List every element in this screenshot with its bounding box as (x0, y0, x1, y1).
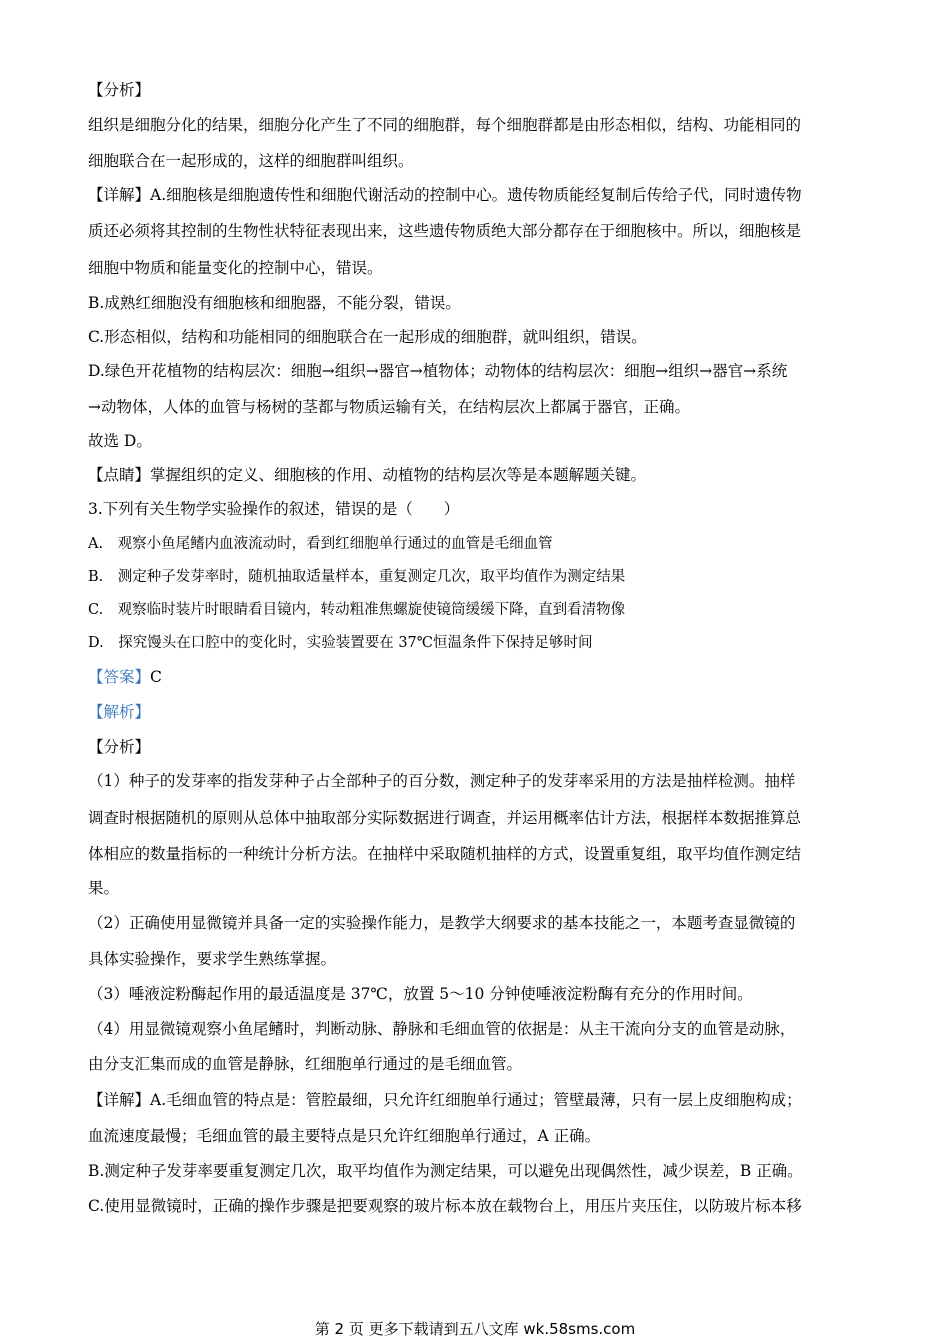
option-d: D. 探究馒头在口腔中的变化时，实验装置要在 37℃恒温条件下保持足够时间 (88, 635, 593, 651)
paragraph-line: 细胞中物质和能量变化的控制中心，错误。 (88, 259, 383, 277)
section-heading-analysis: 【分析】 (88, 81, 151, 99)
paragraph-line: 具体实验操作，要求学生熟练掌握。 (88, 950, 337, 968)
paragraph-line: B.成熟红细胞没有细胞核和细胞器，不能分裂，错误。 (88, 294, 461, 312)
question-stem: 3.下列有关生物学实验操作的叙述，错误的是（ ） (88, 500, 460, 518)
answer-label: 【答案】 (88, 668, 151, 686)
paragraph-line: 质还必须将其控制的生物性状特征表现出来，这些遗传物质绝大部分都存在于细胞核中。所以，细胞核是 (88, 222, 802, 240)
paragraph-line: 体相应的数量指标的一种统计分析方法。在抽样中采取随机抽样的方式，设置重复组，取平均值作测定结 (88, 845, 802, 863)
paragraph-line: （4）用显微镜观察小鱼尾鳍时，判断动脉、静脉和毛细血管的依据是：从主干流向分支的血管是动脉， (88, 1020, 796, 1038)
paragraph-line: 组织是细胞分化的结果，细胞分化产生了不同的细胞群，每个细胞群都是由形态相似，结构、功能相同的 (88, 116, 802, 134)
option-c: C. 观察临时装片时眼睛看目镜内，转动粗准焦螺旋使镜筒缓缓下降，直到看清物像 (88, 602, 626, 618)
page-footer: 第 2 页 更多下载请到五八文库 wk.58sms.com (314, 1320, 636, 1338)
paragraph-line: 【详解】A.细胞核是细胞遗传性和细胞代谢活动的控制中心。遗传物质能经复制后传给子代，同时遗传物 (88, 186, 802, 204)
paragraph-line: C.使用显微镜时，正确的操作步骤是把要观察的玻片标本放在载物台上，用压片夹压住，以防玻片标本移 (88, 1197, 802, 1215)
answer-line (88, 667, 162, 687)
paragraph-line: C.形态相似，结构和功能相同的细胞联合在一起形成的细胞群，就叫组织，错误。 (88, 328, 647, 346)
paragraph-line: 果。 (88, 879, 120, 897)
paragraph-line: →动物体，人体的血管与杨树的茎都与物质运输有关，在结构层次上都属于器官，正确。 (88, 398, 690, 416)
paragraph-line: （1）种子的发芽率的指发芽种子占全部种子的百分数，测定种子的发芽率采用的方法是抽样检测。抽样 (88, 772, 796, 790)
paragraph-line: 调查时根据随机的原则从总体中抽取部分实际数据进行调查，并运用概率估计方法，根据样本数据推算总 (88, 809, 802, 827)
answer-value: C (150, 668, 162, 686)
paragraph-line: （3）唾液淀粉酶起作用的最适温度是 37℃，放置 5～10 分钟使唾液淀粉酶有充分的作用时间。 (88, 985, 753, 1003)
paragraph-line: B.测定种子发芽率要重复测定几次，取平均值作为测定结果，可以避免出现偶然性，减少误差，B 正确。 (88, 1162, 803, 1180)
explanation-label: 【解析】 (88, 703, 151, 721)
paragraph-line: 【详解】A.毛细血管的特点是：管腔最细，只允许红细胞单行通过；管壁最薄，只有一层上皮细胞构成； (88, 1091, 802, 1109)
section-heading-analysis: 【分析】 (88, 738, 151, 756)
option-b: B. 测定种子发芽率时，随机抽取适量样本，重复测定几次，取平均值作为测定结果 (88, 569, 626, 585)
paragraph-line: 血流速度最慢；毛细血管的最主要特点是只允许红细胞单行通过，A 正确。 (88, 1127, 601, 1145)
paragraph-line: D.绿色开花植物的结构层次：细胞→组织→器官→植物体；动物体的结构层次：细胞→组织→器官→系统 (88, 362, 788, 380)
paragraph-line: 故选 D。 (88, 432, 152, 450)
paragraph-line: 细胞联合在一起形成的，这样的细胞群叫组织。 (88, 152, 414, 170)
paragraph-line: 【点睛】掌握组织的定义、细胞核的作用、动植物的结构层次等是本题解题关键。 (88, 466, 647, 484)
paragraph-line: 由分支汇集而成的血管是静脉，红细胞单行通过的是毛细血管。 (88, 1055, 523, 1073)
paragraph-line: （2）正确使用显微镜并具备一定的实验操作能力，是教学大纲要求的基本技能之一，本题考查显微镜的 (88, 914, 796, 932)
option-a: A. 观察小鱼尾鳍内血液流动时，看到红细胞单行通过的血管是毛细血管 (88, 536, 553, 552)
